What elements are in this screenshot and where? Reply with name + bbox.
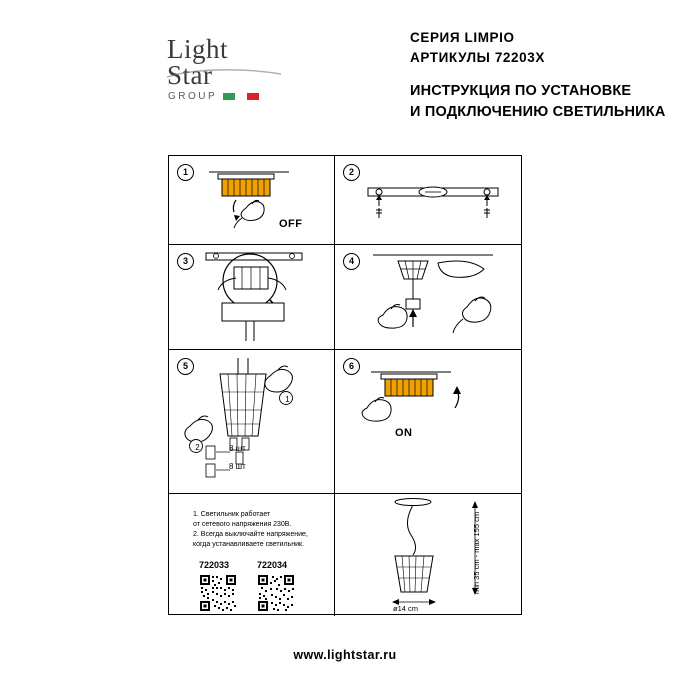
steps-frame	[168, 155, 522, 615]
diameter-dimension-label: ø14 cm	[393, 604, 419, 613]
brand-logo	[165, 36, 285, 116]
step-3-cell	[169, 245, 334, 349]
step-5-marker-1: 1	[285, 395, 290, 404]
product-code-1-label: 722033	[199, 560, 230, 570]
step-5-cell	[169, 350, 334, 493]
step-4-number: 4	[343, 253, 360, 270]
logo-text-light: Light	[167, 34, 228, 64]
dimension-cell	[335, 494, 522, 615]
step-5-marker-2: 2	[195, 443, 200, 452]
instruction-title-line2: И ПОДКЛЮЧЕНИЮ СВЕТИЛЬНИКА	[410, 104, 666, 120]
note-line-3: 2. Всегда выключайте напряжение,	[193, 531, 308, 538]
lamp-dimension-illustration	[335, 494, 521, 614]
step-1-caption: OFF	[279, 218, 303, 230]
footer-website[interactable]: www.lightstar.ru	[293, 648, 397, 662]
step-4-illustration	[343, 247, 523, 347]
step-6-caption: ON	[395, 427, 413, 439]
logo-text-group: GROUP	[168, 91, 218, 102]
step-6-number: 6	[343, 358, 360, 375]
header	[165, 28, 666, 128]
step-2-illustration	[343, 166, 523, 246]
qr-code-2	[257, 574, 297, 614]
italian-flag-icon	[223, 93, 259, 100]
product-code-2-label: 722034	[257, 560, 288, 570]
step-6-illustration	[343, 360, 523, 450]
qr-code-1	[199, 574, 239, 614]
step-5-number: 5	[177, 358, 194, 375]
note-line-2: от сетевого напряжения 230В.	[193, 521, 292, 528]
series-line: СЕРИЯ LIMPIO	[410, 30, 515, 45]
header-text-block	[410, 28, 690, 122]
step-1-cell	[169, 156, 334, 244]
step-5-qty-1: 8 шт	[229, 444, 246, 453]
step-4-cell	[335, 245, 522, 349]
note-line-4: когда устанавливаете светильник.	[193, 541, 305, 548]
step-2-number: 2	[343, 164, 360, 181]
article-line: АРТИКУЛЫ 72203X	[410, 50, 545, 65]
step-5-illustration	[174, 352, 334, 492]
step-1-number: 1	[177, 164, 194, 181]
logo-group-row	[165, 91, 285, 102]
note-line-1: 1. Светильник работает	[193, 511, 271, 518]
height-dimension-label: min 35 cm - max 155 cm	[472, 511, 481, 594]
step-5-qty-2: 8 шт	[229, 462, 246, 471]
logo-text-star: Star	[167, 60, 213, 90]
instruction-title-line1: ИНСТРУКЦИЯ ПО УСТАНОВКЕ	[410, 83, 632, 99]
logo-swash-icon	[165, 66, 285, 80]
step-1-illustration	[174, 160, 334, 240]
step-6-cell	[335, 350, 522, 493]
step-3-number: 3	[177, 253, 194, 270]
step-3-illustration	[174, 245, 334, 345]
notes-cell	[169, 494, 334, 615]
step-2-cell	[335, 156, 522, 244]
